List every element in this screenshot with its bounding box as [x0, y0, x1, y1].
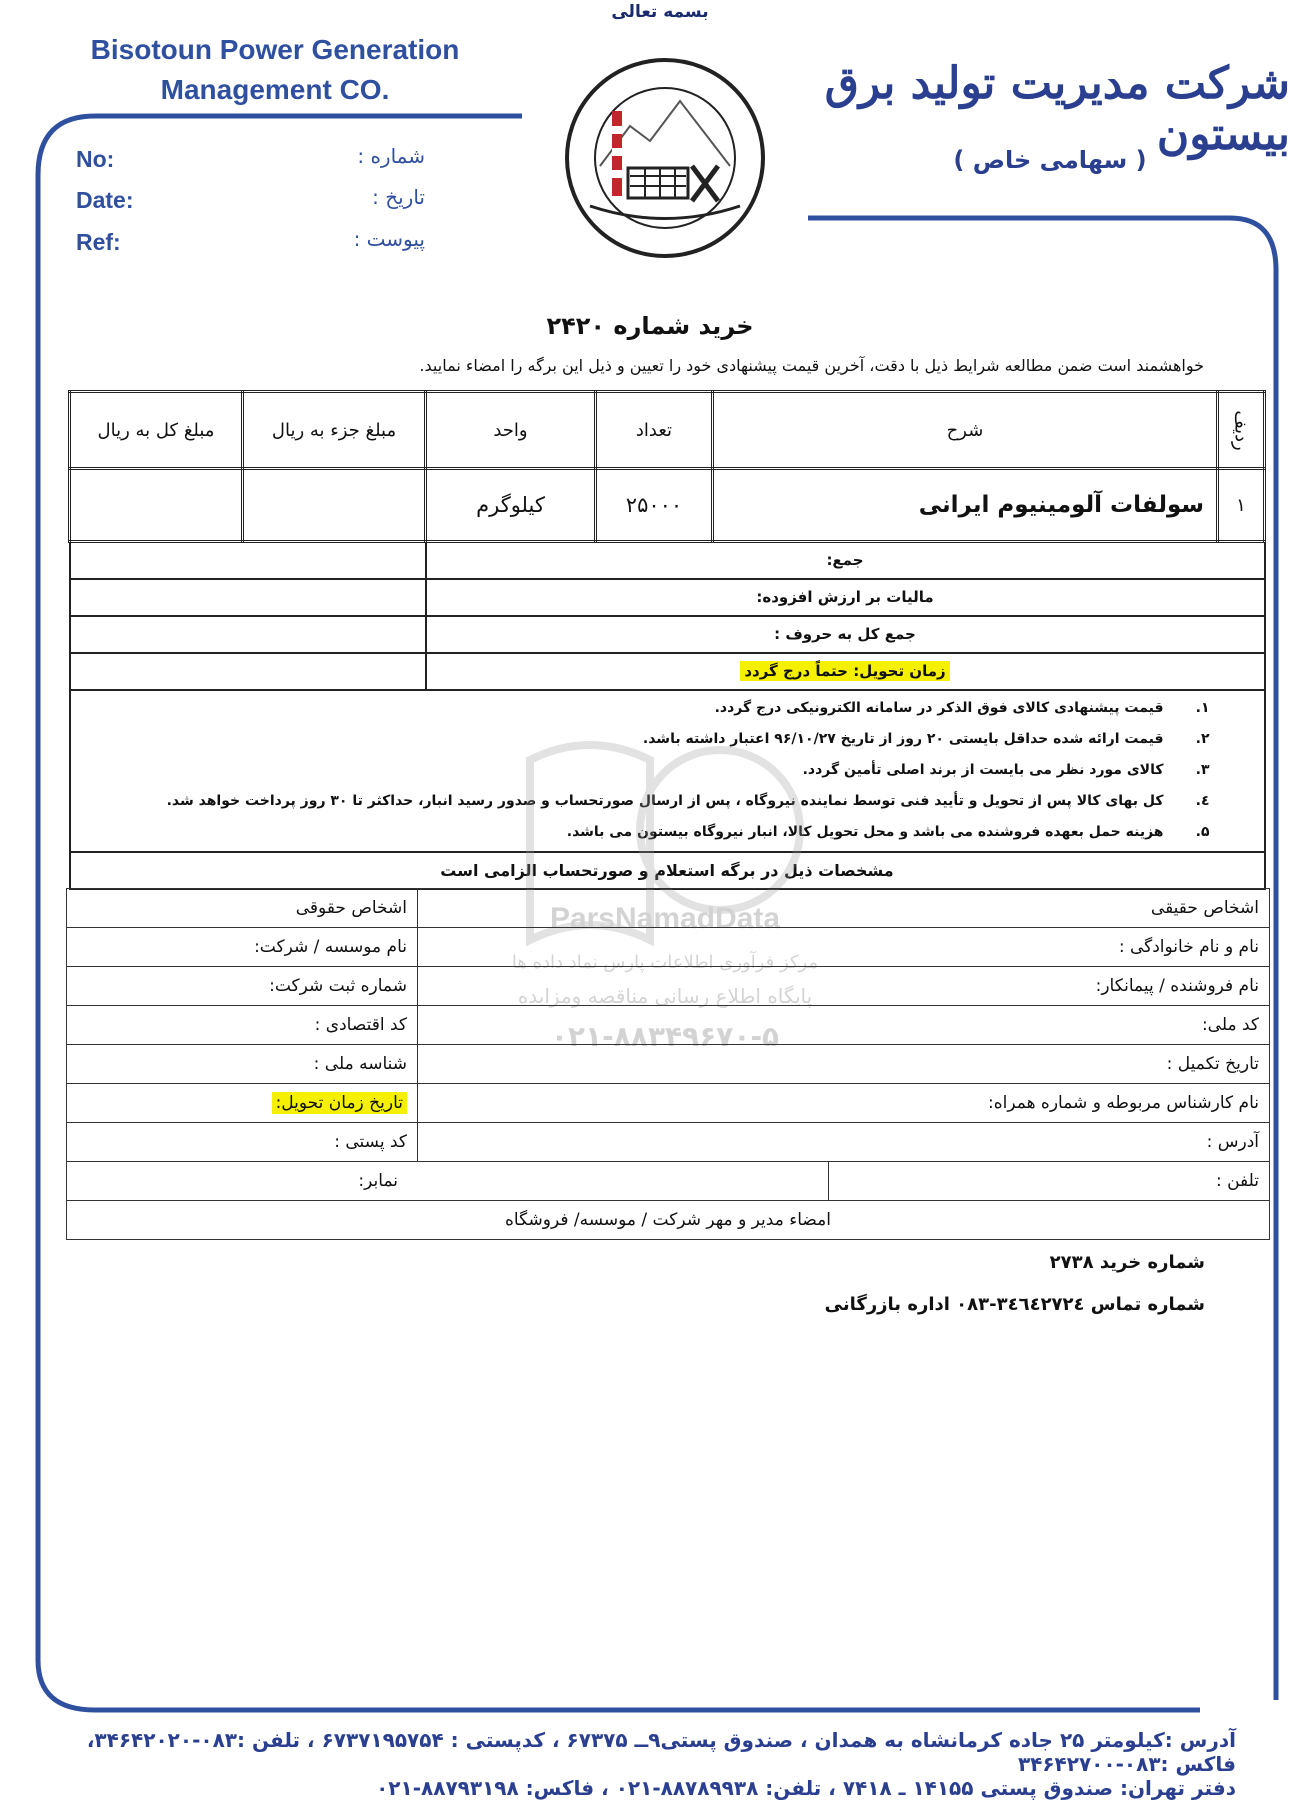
info-row [67, 1201, 1270, 1240]
info-table [66, 888, 1270, 1240]
info-row [67, 889, 1270, 928]
summary-vat-label: مالیات بر ارزش افزوده: [426, 579, 1265, 616]
watermark-line1: مرکز فرآوری اطلاعات پارس نماد داده ها [511, 952, 819, 973]
cell-quantity: ۲۵۰۰۰ [596, 469, 713, 542]
cell-unit: کیلوگرم [426, 469, 596, 542]
basmala: بسمه تعالی [611, 2, 709, 22]
company-name-fa: شرکت مدیریت تولید برق بیستون [824, 58, 1290, 160]
cell-unit-price [243, 469, 426, 542]
header-quantity: تعداد [596, 392, 713, 469]
info-row [67, 1084, 1270, 1123]
summary-vat-value [70, 579, 426, 616]
conditions-row [70, 690, 1265, 852]
company-type-fa: ( سهامی خاص ) [953, 146, 1147, 174]
delivery-highlight: زمان تحویل: حتماً درج گردد [740, 661, 949, 681]
meta-ref-label-en: Ref: [76, 229, 121, 255]
legal-persons-header: اشخاص حقوقی [67, 889, 418, 928]
summary-delivery-cell [426, 653, 1265, 690]
summary-sum-row [70, 542, 1265, 579]
signature-field: امضاء مدیر و مهر شرکت / موسسه/ فروشگاه [67, 1201, 1270, 1240]
header-row-number: ردیف [1218, 392, 1265, 469]
company-seal-logo [560, 56, 770, 261]
seller-name-field: نام فروشنده / پیمانکار: [418, 967, 1270, 1006]
header-unit: واحد [426, 392, 596, 469]
requirements-title: مشخصات ذیل در برگه استعلام و صورتحساب الزامی است [70, 852, 1265, 889]
summary-delivery-value [70, 653, 426, 690]
meta-ref-label-fa: پیوست : [353, 227, 425, 251]
summary-sum-label: جمع: [426, 542, 1265, 579]
national-id-field: شناسه ملی : [67, 1045, 418, 1084]
watermark-line2: پایگاه اطلاع رسانی مناقصه ومزایده [517, 984, 813, 1008]
condition-item: ۵.هزینه حمل بعهده فروشنده می باشد و محل تحویل کالا، انبار نیروگاه بیستون می باشد. [566, 823, 1210, 840]
items-header-row [70, 392, 1265, 469]
info-row [67, 1162, 1270, 1201]
cell-description: سولفات آلومینیوم ایرانی [713, 469, 1218, 542]
contact-note: شماره تماس ۳٤٦٤۲۷۲٤-۰۸۳ اداره بازرگانی [824, 1294, 1205, 1315]
purchase-number-note: شماره خرید ۲۷۳۸ [1049, 1252, 1205, 1273]
meta-no-label-fa: شماره : [357, 144, 425, 168]
conditions-cell [70, 690, 1265, 852]
table-row [70, 469, 1265, 542]
national-code-field: کد ملی: [418, 1006, 1270, 1045]
info-row [67, 928, 1270, 967]
cell-row-number: ۱ [1218, 469, 1265, 542]
company-name-en: Bisotoun Power Generation Management CO. [90, 34, 460, 105]
cell-total-price [70, 469, 243, 542]
delivery-date-highlight: تاریخ زمان تحویل: [272, 1092, 407, 1114]
meta-date-label-fa: تاریخ : [372, 185, 425, 209]
info-row [67, 967, 1270, 1006]
summary-vat-row [70, 579, 1265, 616]
postal-code-field: کد پستی : [67, 1123, 418, 1162]
intro-text: خواهشمند است ضمن مطالعه شرایط ذیل با دقت، آخرین قیمت پیشنهادی خود را تعیین و ذیل این برگه را امضاء نمایید. [419, 356, 1204, 375]
registration-number-field: شماره ثبت شرکت: [67, 967, 418, 1006]
condition-item: ۲.قیمت ارائه شده حداقل بایستی ۲۰ روز از تاریخ ۹۶/۱۰/۲۷ اعتبار داشته باشد. [642, 730, 1210, 747]
condition-item: ۳.کالای مورد نظر می بایست از برند اصلی تأمین گردد. [802, 761, 1210, 778]
header-total-price: مبلغ کل به ریال [70, 392, 243, 469]
footer-tehran-office: دفتر تهران: صندوق پستی ۱۴۱۵۵ ـ ۷۴۱۸ ، تلفن: ۸۸۷۸۹۹۳۸-۰۲۱ ، فاکس: ۸۸۷۹۳۱۹۸-۰۲۱ [376, 1776, 1236, 1800]
natural-persons-header: اشخاص حقیقی [418, 889, 1270, 928]
condition-item: ٤.کل بهای کالا پس از تحویل و تأیید فنی توسط نماینده نیروگاه ، پس از ارسال صورتحساب و صدور رسید انبار، حداکثر تا ۳۰ روز پرداخت خواهد شد. [166, 792, 1210, 809]
company-name-field: نام موسسه / شرکت: [67, 928, 418, 967]
items-table [68, 390, 1266, 890]
footer-address: آدرس :کیلومتر ۲۵ جاده کرمانشاه به همدان ، صندوق پستی۹ــ ۶۷۳۷۵ ، کدپستی : ۶۷۳۷۱۹۵۷۵۴ ، تلفن :۰۸۳-۳۴۶۴۲۰۲۰، فاکس :۰۸۳-۳۴۶۴۲۷۰۰ [86, 1728, 1236, 1776]
info-row [67, 1006, 1270, 1045]
header-description: شرح [713, 392, 1218, 469]
summary-words-label: جمع کل به حروف : [426, 616, 1265, 653]
summary-sum-value [70, 542, 426, 579]
fax-field: نمابر: [67, 1162, 829, 1201]
summary-words-value [70, 616, 426, 653]
phone-field: تلفن : [829, 1162, 1270, 1201]
meta-date-label-en: Date: [76, 187, 134, 213]
delivery-date-field [67, 1084, 418, 1123]
info-row [67, 1045, 1270, 1084]
info-row [67, 1123, 1270, 1162]
header-unit-price: مبلغ جزء به ریال [243, 392, 426, 469]
economic-code-field: کد اقتصادی : [67, 1006, 418, 1045]
requirements-row [70, 852, 1265, 889]
seal-graphic [560, 56, 770, 261]
summary-words-row [70, 616, 1265, 653]
watermark-phone: ۰۲۱-۸۸۳۴۹۶۷۰-۵ [550, 1020, 780, 1053]
summary-delivery-row [70, 653, 1265, 690]
condition-item: ۱.قیمت پیشنهادی کالای فوق الذکر در سامانه الکترونیکی درج گردد. [714, 699, 1210, 716]
full-name-field: نام و نام خانوادگی : [418, 928, 1270, 967]
meta-no-label-en: No: [76, 146, 115, 172]
watermark-brand: ParsNamadData [549, 902, 781, 935]
expert-contact-field: نام کارشناس مربوطه و شماره همراه: [418, 1084, 1270, 1123]
completion-date-field: تاریخ تکمیل : [418, 1045, 1270, 1084]
address-field: آدرس : [418, 1123, 1270, 1162]
page-title: خرید شماره ۲۴۲۰ [546, 312, 754, 340]
